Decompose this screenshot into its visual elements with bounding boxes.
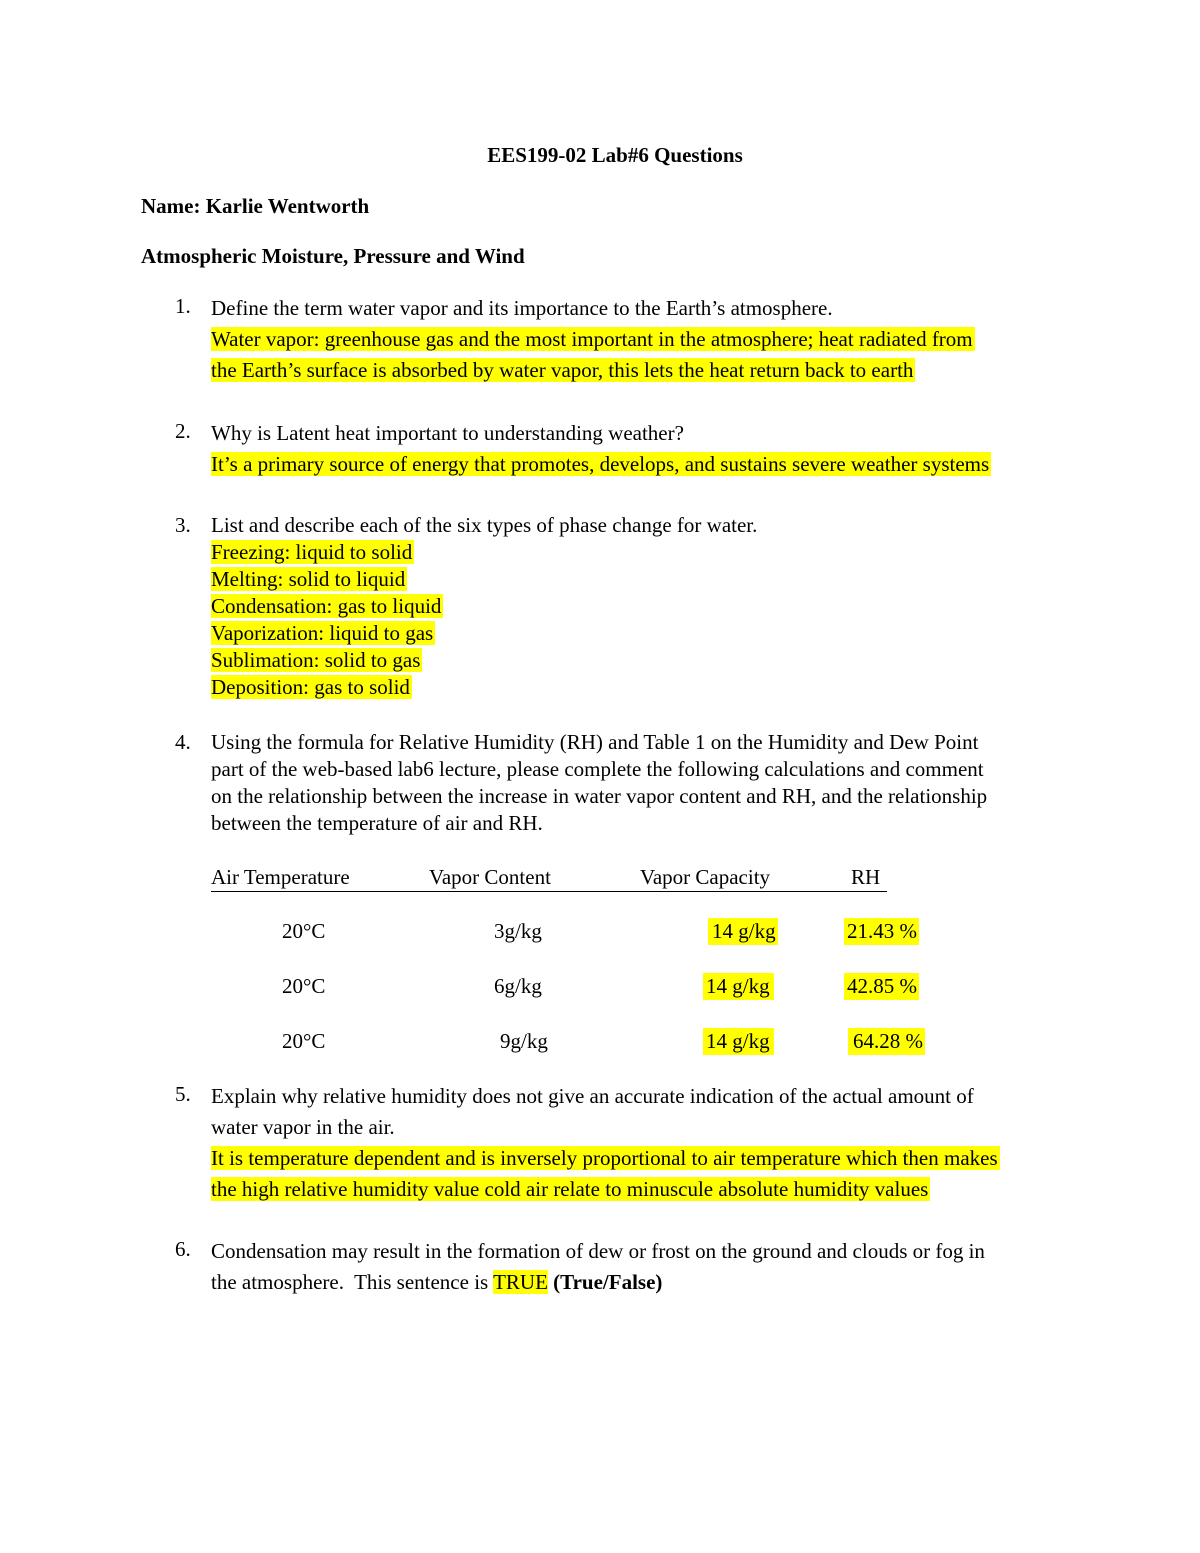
answer-highlight: TRUE — [493, 1270, 548, 1294]
question-number: 5. — [175, 1082, 191, 1106]
answer-highlight: Water vapor: greenhouse gas and the most important in the atmosphere; heat radiated from — [211, 327, 973, 351]
answer-line — [211, 593, 1091, 620]
table-cell-content: 6g/kg — [494, 974, 542, 998]
rh-table-header — [211, 864, 887, 892]
question-body — [211, 1081, 1091, 1205]
question-number: 3. — [175, 513, 191, 537]
question-body — [211, 418, 1091, 480]
question-text: List and describe each of the six types of phase change for water. — [211, 513, 758, 537]
answer-line — [211, 620, 1091, 647]
answer-line — [211, 566, 1091, 593]
answer-line — [211, 647, 1091, 674]
question-number: 4. — [175, 730, 191, 754]
answer-highlight: Freezing: liquid to solid — [211, 540, 413, 564]
table-cell-rh: 64.28 % — [848, 1028, 925, 1055]
question-number: 6. — [175, 1237, 191, 1261]
question-body — [211, 1236, 1091, 1298]
answer-highlight: It is temperature dependent and is inversely proportional to air temperature which then makes — [211, 1146, 998, 1170]
question-body — [211, 512, 1091, 701]
header-air-temperature: Air Temperature — [211, 865, 350, 889]
section-heading: Atmospheric Moisture, Pressure and Wind — [141, 244, 525, 268]
question-text: Using the formula for Relative Humidity (RH) and Table 1 on the Humidity and Dew Point — [211, 730, 979, 754]
table-cell-rh: 21.43 % — [844, 918, 919, 945]
answer-highlight: the Earth’s surface is absorbed by water vapor, this lets the heat return back to earth — [211, 358, 914, 382]
header-rh: RH — [851, 865, 881, 889]
answer-line — [211, 1174, 1091, 1205]
answer-highlight: Condensation: gas to liquid — [211, 594, 442, 618]
header-vapor-capacity: Vapor Capacity — [640, 865, 771, 889]
answer-highlight: It’s a primary source of energy that promotes, develops, and sustains severe weather systems — [211, 452, 990, 476]
table-cell-rh: 42.85 % — [844, 973, 919, 1000]
question-text: Condensation may result in the formation of dew or frost on the ground and clouds or fog in — [211, 1239, 985, 1263]
answer-line — [211, 1143, 1091, 1174]
question-text: on the relationship between the increase in water vapor content and RH, and the relationship — [211, 784, 988, 808]
question-number: 1. — [175, 294, 191, 318]
answer-line — [211, 674, 1091, 701]
answer-line — [211, 355, 1091, 386]
question-text: the atmosphere. This sentence is — [211, 1270, 494, 1294]
table-cell-temp: 20°C — [282, 974, 326, 998]
table-cell-capacity: 14 g/kg — [703, 973, 774, 1000]
question-text: part of the web-based lab6 lecture, please complete the following calculations and comment — [211, 757, 984, 781]
table-cell-temp: 20°C — [282, 919, 326, 943]
answer-line — [211, 324, 1091, 355]
question-text: Explain why relative humidity does not give an accurate indication of the actual amount of — [211, 1084, 974, 1108]
answer-highlight: Deposition: gas to solid — [211, 675, 410, 699]
question-body — [211, 729, 1091, 837]
table-cell-capacity: 14 g/kg — [703, 1028, 774, 1055]
question-text: water vapor in the air. — [211, 1115, 395, 1139]
true-false-choice: (True/False) — [553, 1270, 663, 1294]
answer-highlight: Melting: solid to liquid — [211, 567, 406, 591]
document-title: EES199-02 Lab#6 Questions — [487, 143, 743, 167]
answer-highlight: the high relative humidity value cold air relate to minuscule absolute humidity values — [211, 1177, 929, 1201]
answer-line — [211, 449, 1091, 480]
table-cell-capacity: 14 g/kg — [708, 918, 778, 945]
table-cell-temp: 20°C — [282, 1029, 326, 1053]
table-cell-content: 3g/kg — [494, 919, 542, 943]
table-cell-content: 9g/kg — [500, 1029, 548, 1053]
answer-highlight: Sublimation: solid to gas — [211, 648, 421, 672]
question-text: Why is Latent heat important to understanding weather? — [211, 421, 684, 445]
question-text-line — [211, 1267, 1091, 1298]
student-name: Name: Karlie Wentworth — [141, 194, 370, 218]
answer-highlight: Vaporization: liquid to gas — [211, 621, 434, 645]
question-text: Define the term water vapor and its importance to the Earth’s atmosphere. — [211, 296, 833, 320]
header-vapor-content: Vapor Content — [429, 865, 551, 889]
question-body — [211, 293, 1091, 386]
question-number: 2. — [175, 419, 191, 443]
answer-line — [211, 539, 1091, 566]
question-text: between the temperature of air and RH. — [211, 811, 543, 835]
